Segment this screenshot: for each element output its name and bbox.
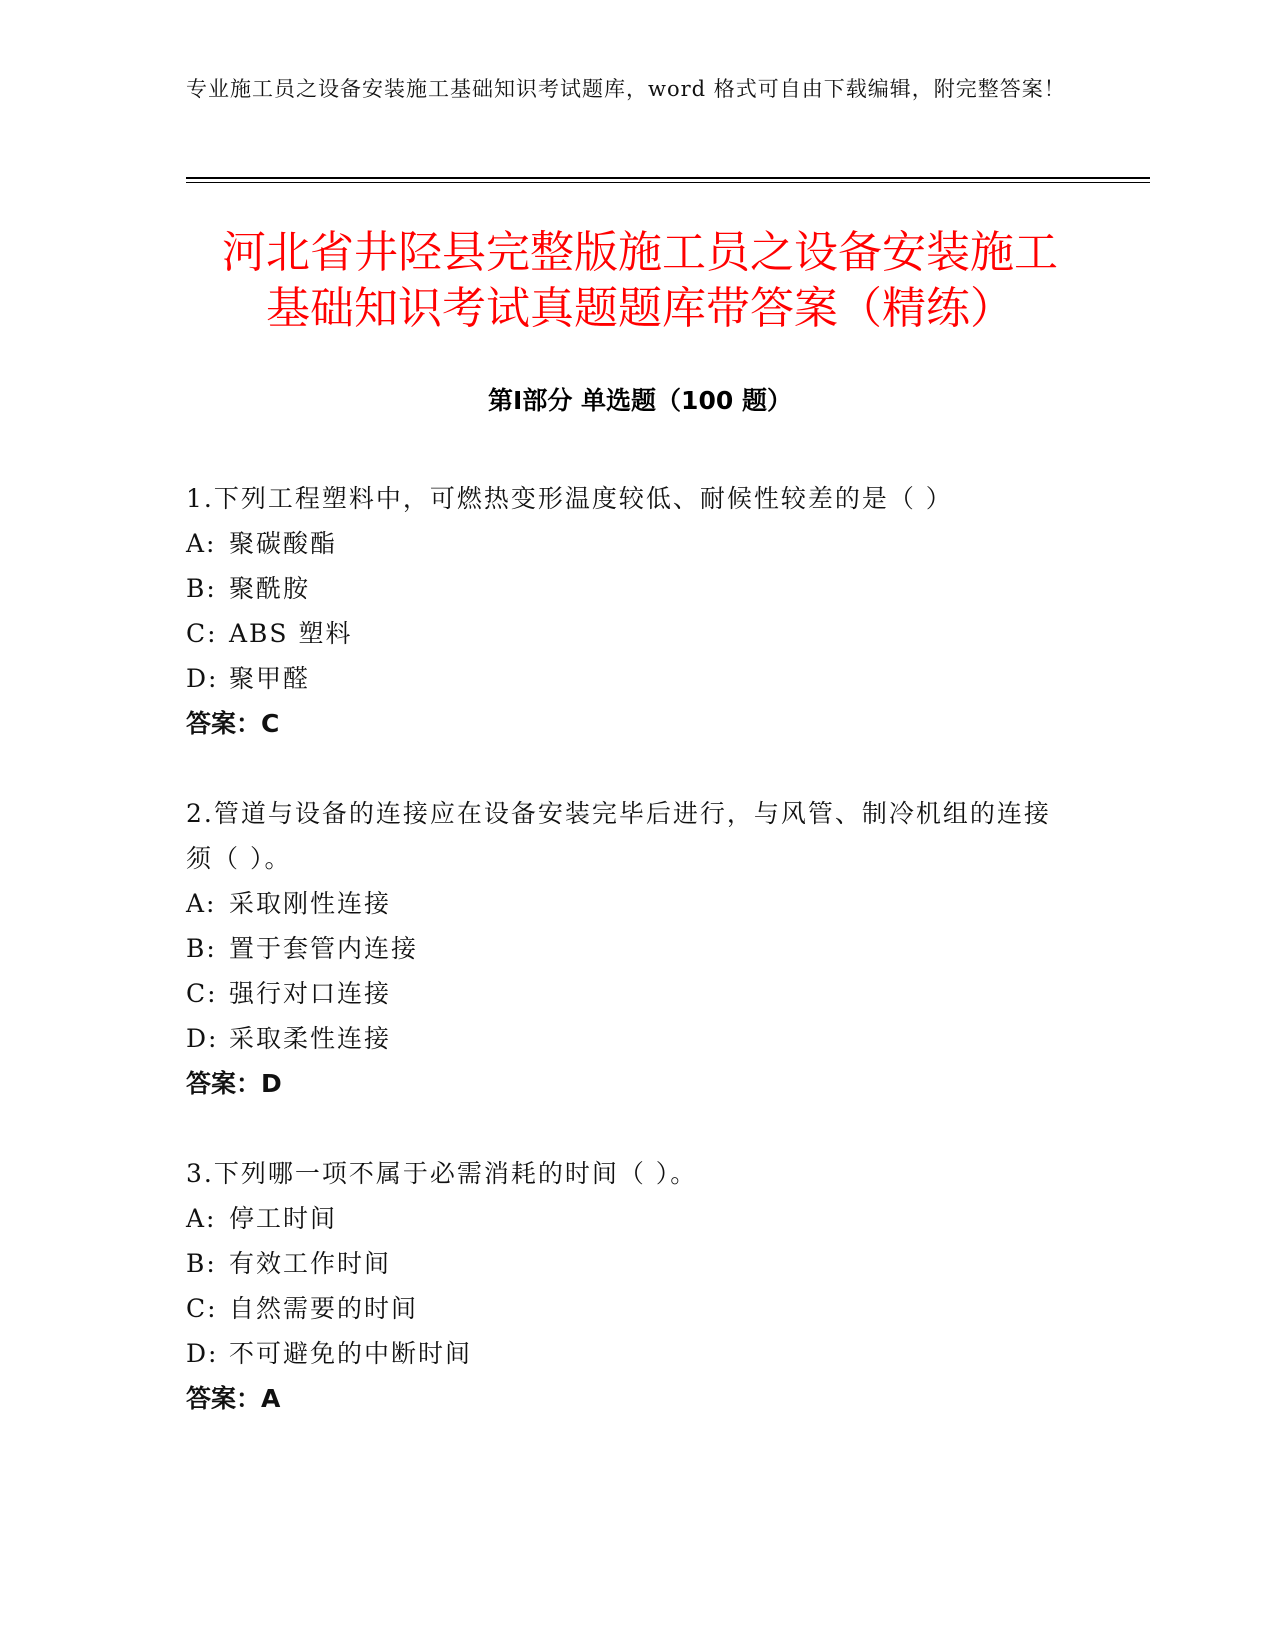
header-note: 专业施工员之设备安装施工基础知识考试题库，word 格式可自由下载编辑，附完整答案！	[186, 77, 1066, 101]
option-key: B:	[186, 934, 217, 963]
option-key: B:	[186, 574, 217, 603]
option-key: D:	[186, 1024, 219, 1053]
question-stem: 2.管道与设备的连接应在设备安装完毕后进行，与风管、制冷机组的连接须（ ）。	[186, 799, 1051, 873]
option-key: C:	[186, 619, 218, 648]
option-key: A:	[186, 529, 217, 558]
option-text: 置于套管内连接	[229, 934, 419, 963]
title-line-1: 河北省井陉县完整版施工员之设备安装施工	[222, 227, 1058, 278]
header-divider-thin	[186, 182, 1150, 183]
option-b	[186, 926, 1066, 971]
option-text: 自然需要的时间	[229, 1294, 419, 1323]
option-b	[186, 566, 1066, 611]
option-text: 聚酰胺	[229, 574, 311, 603]
option-key: C:	[186, 979, 218, 1008]
option-key: B:	[186, 1249, 217, 1278]
option-c	[186, 611, 1066, 656]
header-divider-thick	[186, 177, 1150, 179]
section-heading: 第Ⅰ部分 单选题（100 题）	[488, 386, 792, 415]
answer-line: 答案：D	[186, 1069, 282, 1098]
question-list	[186, 476, 1066, 1466]
title-line-2: 基础知识考试真题题库带答案（精练）	[266, 283, 1014, 334]
option-d	[186, 1331, 1066, 1376]
question-stem: 1.下列工程塑料中，可燃热变形温度较低、耐候性较差的是（ ）	[186, 484, 953, 513]
option-key: A:	[186, 889, 217, 918]
option-key: A:	[186, 1204, 217, 1233]
question-stem: 3.下列哪一项不属于必需消耗的时间（ ）。	[186, 1159, 698, 1188]
question-item	[186, 476, 1066, 746]
option-a	[186, 521, 1066, 566]
option-d	[186, 656, 1066, 701]
option-text: 聚碳酸酯	[229, 529, 338, 558]
option-b	[186, 1241, 1066, 1286]
option-text: 强行对口连接	[229, 979, 392, 1008]
option-key: C:	[186, 1294, 218, 1323]
option-text: 聚甲醛	[229, 664, 311, 693]
option-key: D:	[186, 664, 219, 693]
option-c	[186, 971, 1066, 1016]
document-title	[186, 225, 1094, 337]
answer-line: 答案：A	[186, 1384, 281, 1413]
option-text: 采取柔性连接	[229, 1024, 392, 1053]
option-a	[186, 881, 1066, 926]
option-text: 采取刚性连接	[229, 889, 392, 918]
answer-line: 答案：C	[186, 709, 280, 738]
option-text: 停工时间	[229, 1204, 338, 1233]
option-text: ABS 塑料	[229, 619, 353, 648]
option-text: 不可避免的中断时间	[229, 1339, 473, 1368]
option-text: 有效工作时间	[229, 1249, 392, 1278]
question-item	[186, 1151, 1066, 1421]
option-d	[186, 1016, 1066, 1061]
question-item	[186, 791, 1066, 1106]
option-c	[186, 1286, 1066, 1331]
option-key: D:	[186, 1339, 219, 1368]
option-a	[186, 1196, 1066, 1241]
